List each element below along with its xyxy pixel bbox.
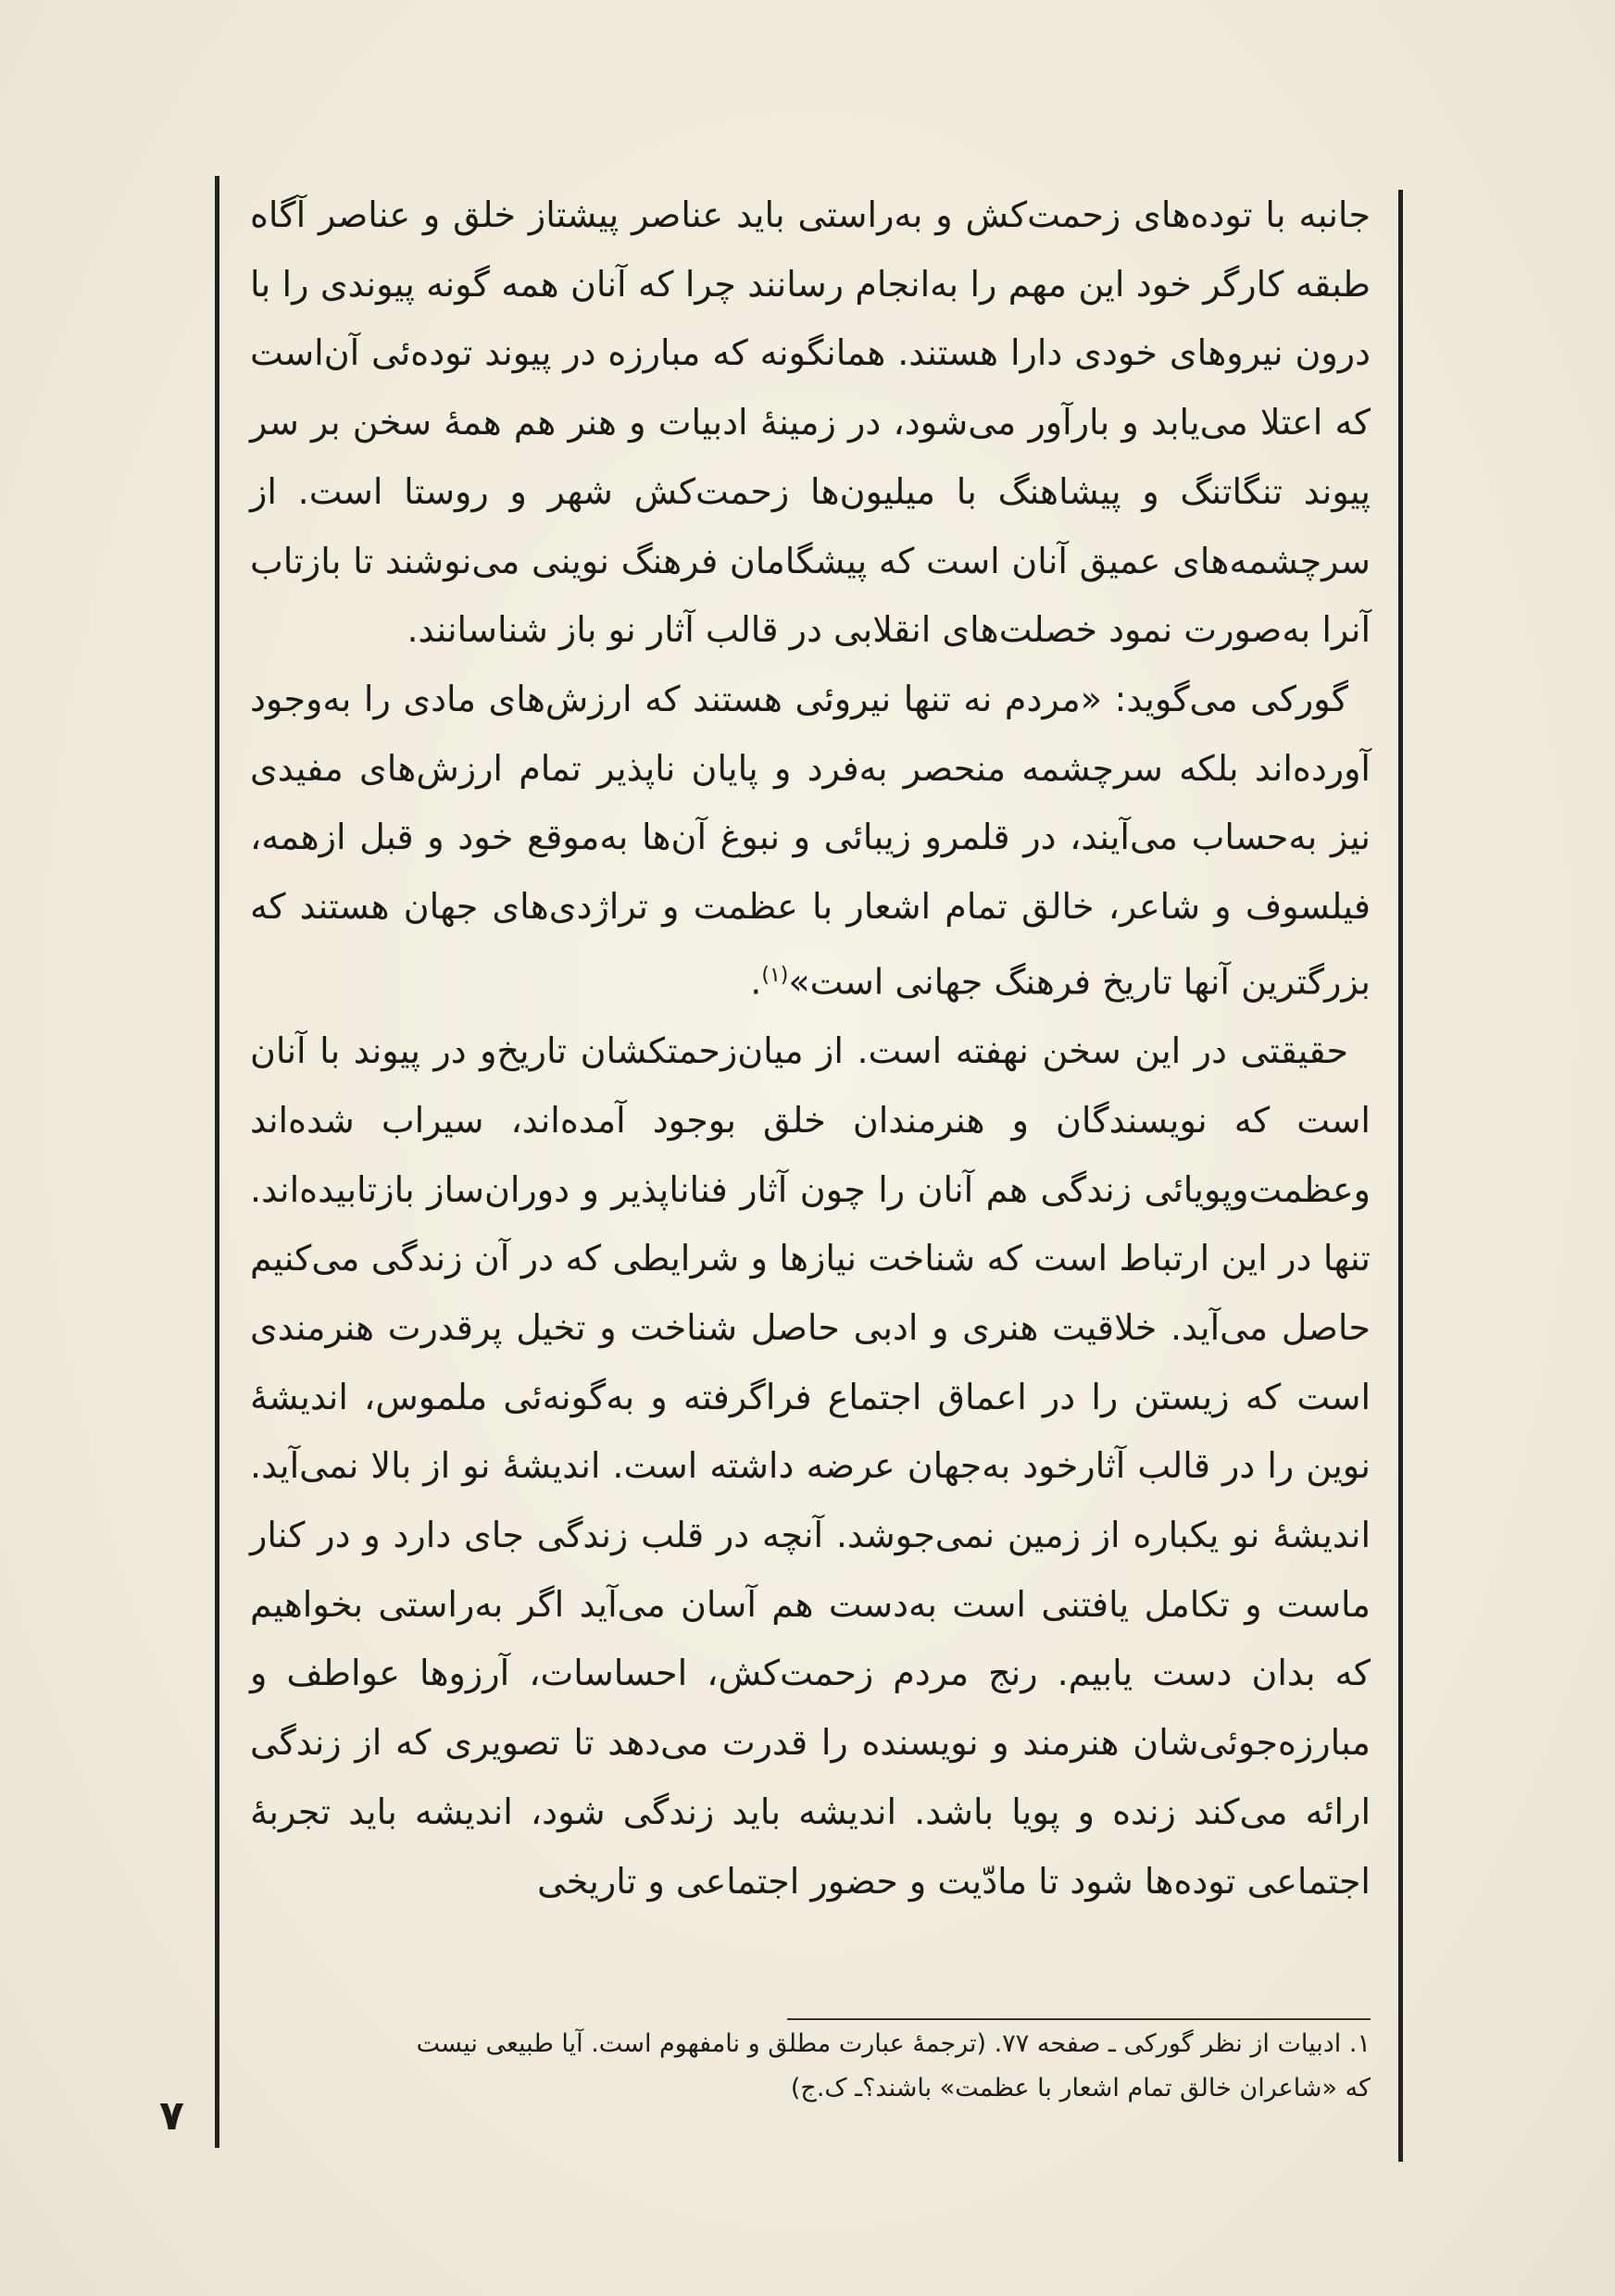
footnote-line-1: ۱. ادبیات از نظر گورکی ـ صفحه ۷۷. (ترجمهٔ عبارت مطلق و نامفهوم است. آیا طبیعی نیست bbox=[416, 2029, 1371, 2058]
footnote bbox=[250, 2018, 1371, 2111]
paragraph-1: جانبه با توده‌های زحمت‌کش و به‌راستی باید عناصر پیشتاز خلق و عناصر آگاه طبقه کارگر خود این مهم را به‌انجام رسانند چرا که آنان همه گونه پیوندی را با درون نیروهای خودی دارا هستند. همانگونه که مبارزه در پیوند توده‌ئی آن‌است که اعتلا می‌یابد و بارآور می‌شود، در زمینهٔ ادبیات و هنر هم همهٔ سخن بر سر پیوند تنگاتنگ و پیشاهنگ با میلیون‌ها زحمت‌کش شهر و روستا است. از سرچشمه‌های عمیق آنان است که پیشگامان فرهنگ نوینی می‌نوشند تا بازتاب آنرا به‌صورت نمود خصلت‌های انقلابی در قالب آثار نو باز شناسانند. bbox=[250, 194, 1371, 651]
paragraph-2-text: گورکی می‌گوید: «مردم نه تنها نیروئی هستند که ارزش‌های مادی را به‌وجود آورده‌اند بلکه سرچشمه منحصر به‌فرد و پایان ناپذیر تمام ارزش‌های مفیدی نیز به‌حساب می‌آیند، در قلمرو زیبائی و نبوغ آن‌ها به‌موقع خود و قبل ازهمه، فیلسوف و شاعر، خالق تمام اشعار با عظمت و تراژدی‌های جهان هستند که بزرگترین آنها تاریخ فرهنگ جهانی است» bbox=[250, 678, 1371, 1003]
page-number: ۷ bbox=[159, 2092, 184, 2140]
right-margin-rule bbox=[1398, 190, 1403, 2162]
paragraph-2: گورکی می‌گوید: «مردم نه تنها نیروئی هستند که ارزش‌های مادی را به‌وجود آورده‌اند بلکه سرچشمه منحصر به‌فرد و پایان ناپذیر تمام ارزش‌های مفیدی نیز به‌حساب می‌آیند، در قلمرو زیبائی و نبوغ آن‌ها به‌موقع خود و قبل ازهمه، فیلسوف و شاعر، خالق تمام اشعار با عظمت و تراژدی‌های جهان هستند که بزرگترین آنها تاریخ فرهنگ جهانی است»$^{(۱)}$. bbox=[250, 678, 1371, 1003]
footnote-line-2: که «شاعران خالق تمام اشعار با عظمت» باشند؟ـ ک.ج) bbox=[790, 2074, 1371, 2103]
body-text bbox=[250, 181, 1371, 1915]
paragraph-3: حقیقتی در این سخن نهفته است. از میان‌زحمتکشان تاریخ‌و در پیوند با آنان است که نویسندگان و هنرمندان خلق بوجود آمده‌اند، سیراب شده‌اند وعظمت‌وپویائی زندگی هم آنان را چون آثار فناناپذیر و دوران‌ساز بازتابیده‌اند. تنها در این ارتباط است که شناخت نیازها و شرایطی که در آن زندگی می‌کنیم حاصل می‌آید. خلاقیت هنری و ادبی حاصل شناخت و تخیل پرقدرت هنرمندی است که زیستن را در اعماق اجتماع فراگرفته و به‌گونه‌ئی ملموس، اندیشهٔ نوین را در قالب آثارخود به‌جهان عرضه داشته است. اندیشهٔ نو از بالا نمی‌آید. اندیشهٔ نو یکباره از زمین نمی‌جوشد. آنچه در قلب زندگی جای دارد و در کنار ماست و تکامل یافتنی است به‌دست هم آسان می‌آید اگر به‌راستی بخواهیم که بدان دست یابیم. رنج مردم زحمت‌کش، احساسات، آرزوها عواطف و مبارزه‌جوئی‌شان هنرمند و نویسنده را قدرت می‌دهد تا تصویری که از زندگی ارائه می‌کند زنده و پویا باشد. اندیشه باید زندگی شود، اندیشه باید تجربهٔ اجتماعی توده‌ها شود تا مادّیت و حضور اجتماعی و تاریخی bbox=[250, 1030, 1371, 1902]
footnote-marker: (۱) bbox=[761, 963, 789, 987]
left-margin-rule bbox=[215, 176, 219, 2148]
